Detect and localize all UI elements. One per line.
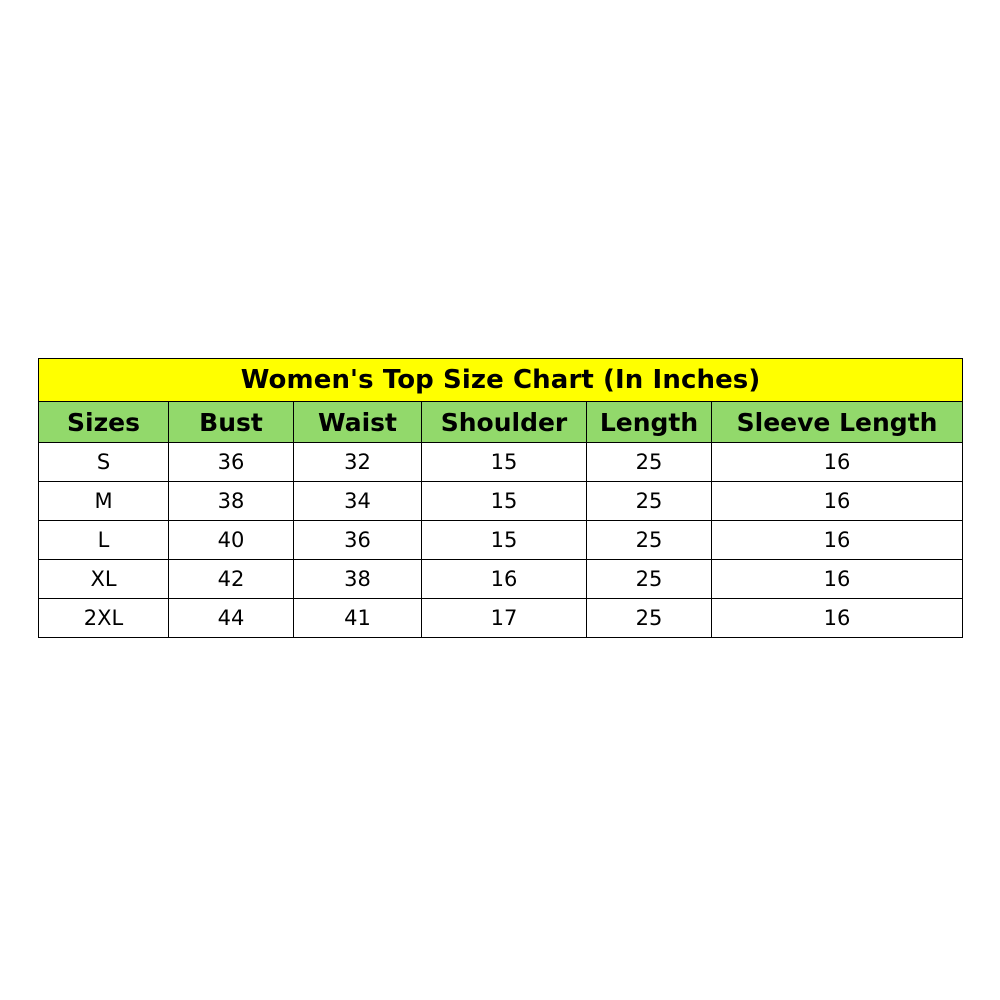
cell-size: 2XL	[39, 599, 169, 638]
column-header-sleeve-length: Sleeve Length	[712, 402, 963, 443]
cell-shoulder: 17	[422, 599, 587, 638]
cell-length: 25	[587, 482, 712, 521]
cell-sleeve-length: 16	[712, 443, 963, 482]
cell-length: 25	[587, 521, 712, 560]
table-row	[39, 521, 963, 560]
cell-size: M	[39, 482, 169, 521]
chart-title: Women's Top Size Chart (In Inches)	[39, 359, 963, 402]
table-row	[39, 443, 963, 482]
table-row	[39, 599, 963, 638]
cell-shoulder: 15	[422, 443, 587, 482]
cell-waist: 36	[294, 521, 422, 560]
cell-waist: 34	[294, 482, 422, 521]
cell-shoulder: 15	[422, 521, 587, 560]
cell-sleeve-length: 16	[712, 482, 963, 521]
table-row	[39, 482, 963, 521]
table-header-row	[39, 402, 963, 443]
table-row	[39, 560, 963, 599]
column-header-length: Length	[587, 402, 712, 443]
column-header-sizes: Sizes	[39, 402, 169, 443]
column-header-bust: Bust	[169, 402, 294, 443]
cell-length: 25	[587, 560, 712, 599]
column-header-waist: Waist	[294, 402, 422, 443]
cell-waist: 41	[294, 599, 422, 638]
size-chart-table	[38, 358, 963, 638]
cell-shoulder: 16	[422, 560, 587, 599]
cell-bust: 38	[169, 482, 294, 521]
cell-shoulder: 15	[422, 482, 587, 521]
cell-waist: 38	[294, 560, 422, 599]
column-header-shoulder: Shoulder	[422, 402, 587, 443]
cell-sleeve-length: 16	[712, 560, 963, 599]
cell-length: 25	[587, 443, 712, 482]
cell-bust: 40	[169, 521, 294, 560]
size-chart-container	[38, 358, 962, 638]
cell-length: 25	[587, 599, 712, 638]
title-row	[39, 359, 963, 402]
cell-size: S	[39, 443, 169, 482]
cell-sleeve-length: 16	[712, 521, 963, 560]
cell-waist: 32	[294, 443, 422, 482]
cell-sleeve-length: 16	[712, 599, 963, 638]
cell-bust: 42	[169, 560, 294, 599]
cell-bust: 44	[169, 599, 294, 638]
cell-bust: 36	[169, 443, 294, 482]
cell-size: L	[39, 521, 169, 560]
cell-size: XL	[39, 560, 169, 599]
